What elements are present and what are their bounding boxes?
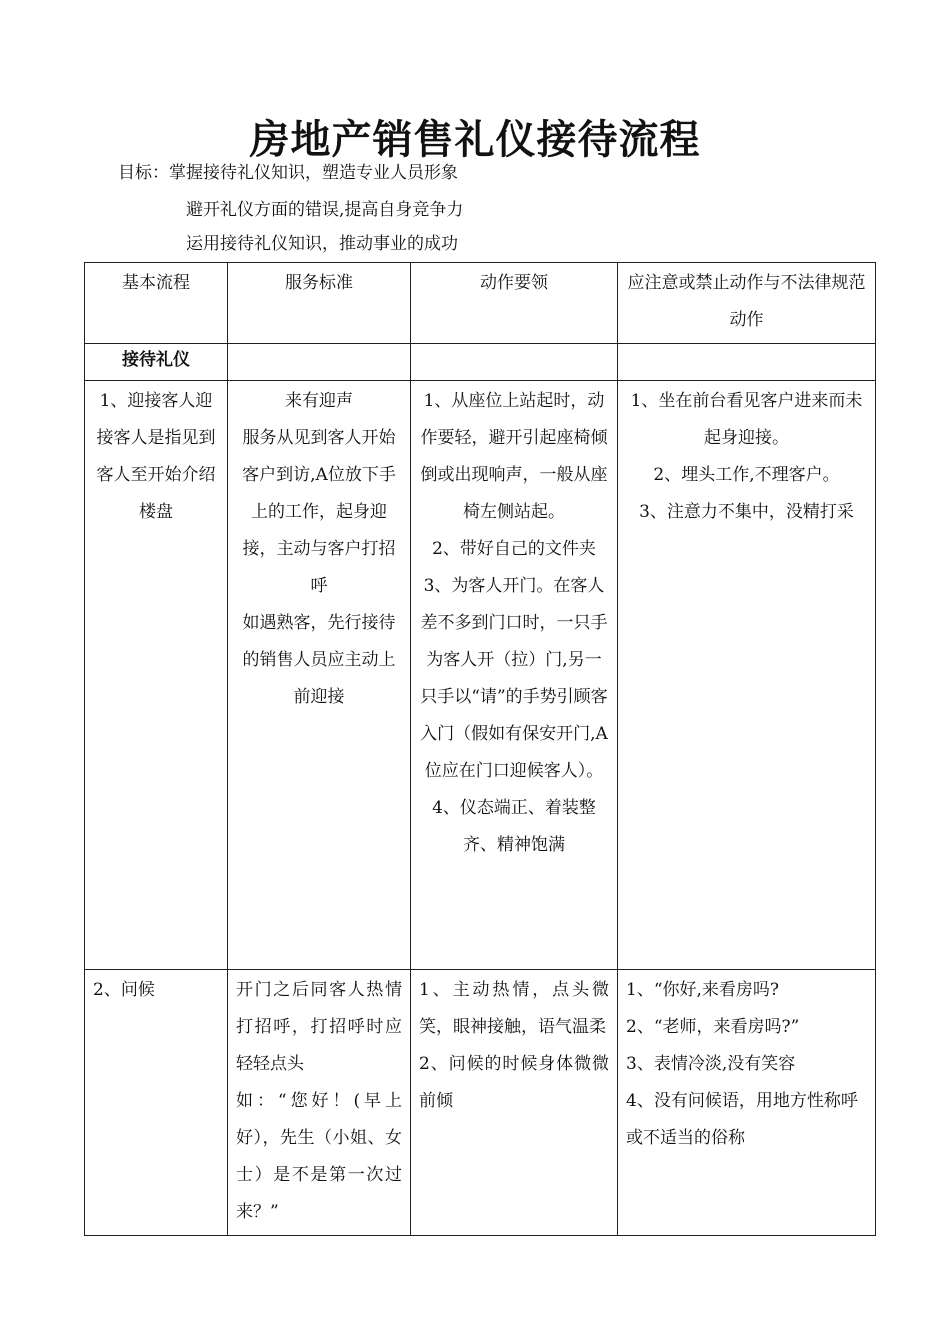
goal-line-2: 避开礼仪方面的错误,提高自身竞争力	[186, 200, 464, 220]
goal-line-3: 运用接待礼仪知识，推动事业的成功	[186, 234, 458, 254]
table-row	[85, 970, 876, 1236]
prohibited-item: 1、坐在前台看见客户进来而未起身迎接。	[630, 391, 863, 448]
standard-item: 来有迎声	[285, 391, 353, 411]
standard-item: 客户到访,A位放下手上的工作，起身迎接，主动与客户打招呼	[242, 465, 396, 596]
header-basic-flow: 基本流程	[85, 263, 228, 344]
section-empty-cell	[618, 344, 876, 381]
standard-item: 开门之后同客人热情打招呼，打招呼时应轻轻点头	[236, 980, 402, 1074]
etiquette-flow-table	[84, 262, 876, 1236]
step-cell	[85, 970, 228, 1236]
prohibited-item: 3、表情冷淡,没有笑容	[626, 1054, 796, 1074]
standard-item: 如遇熟客，先行接待的销售人员应主动上前迎接	[242, 613, 396, 707]
action-item: 3、为客人开门。在客人差不多到门口时，一只手为客人开（拉）门,另一只手以“请”的手势引顾客入门（假如有保安开门,A位应在门口迎候客人）。	[420, 576, 608, 781]
header-action-essentials: 动作要领	[411, 263, 618, 344]
actions-cell	[411, 381, 618, 970]
prohibited-item: 2、“老师，来看房吗?”	[626, 1017, 800, 1037]
actions-cell	[411, 970, 618, 1236]
step-cell	[85, 381, 228, 970]
prohibited-item: 2、埋头工作,不理客户。	[653, 465, 840, 485]
action-item: 2、带好自己的文件夹	[432, 539, 596, 559]
section-label: 接待礼仪	[85, 344, 228, 381]
standard-item: 如：“您好！(早上好），先生（小姐、女士）是不是第一次过来？”	[236, 1091, 402, 1222]
step-text: 1、迎接客人迎接客人是指见到客人至开始介绍楼盘	[96, 391, 216, 522]
action-item: 1、从座位上站起时，动作要轻，避开引起座椅倾倒或出现响声，一般从座椅左侧站起。	[420, 391, 608, 522]
section-empty-cell	[411, 344, 618, 381]
prohibited-cell	[618, 381, 876, 970]
header-service-standard: 服务标准	[228, 263, 411, 344]
section-row	[85, 344, 876, 381]
step-text: 2、问候	[93, 980, 155, 1000]
prohibited-cell	[618, 970, 876, 1236]
standard-item: 服务从见到客人开始	[242, 428, 396, 448]
page-title: 房地产销售礼仪接待流程	[249, 116, 701, 163]
header-prohibited-actions: 应注意或禁止动作与不法律规范动作	[618, 263, 876, 344]
prohibited-item: 3、注意力不集中，没精打采	[639, 502, 854, 522]
action-item: 4、仪态端正、着装整齐、精神饱满	[432, 798, 596, 855]
standard-cell	[228, 381, 411, 970]
goal-line-1: 目标：掌握接待礼仪知识，塑造专业人员形象	[118, 163, 458, 183]
standard-cell	[228, 970, 411, 1236]
action-item: 1、主动热情，点头微笑，眼神接触，语气温柔	[419, 980, 609, 1037]
section-empty-cell	[228, 344, 411, 381]
prohibited-item: 4、没有问候语，用地方性称呼或不适当的俗称	[626, 1091, 858, 1148]
prohibited-item: 1、“你好,来看房吗?	[626, 980, 780, 1000]
table-row	[85, 381, 876, 970]
action-item: 2、问候的时候身体微微前倾	[419, 1054, 609, 1111]
table-header-row	[85, 263, 876, 344]
